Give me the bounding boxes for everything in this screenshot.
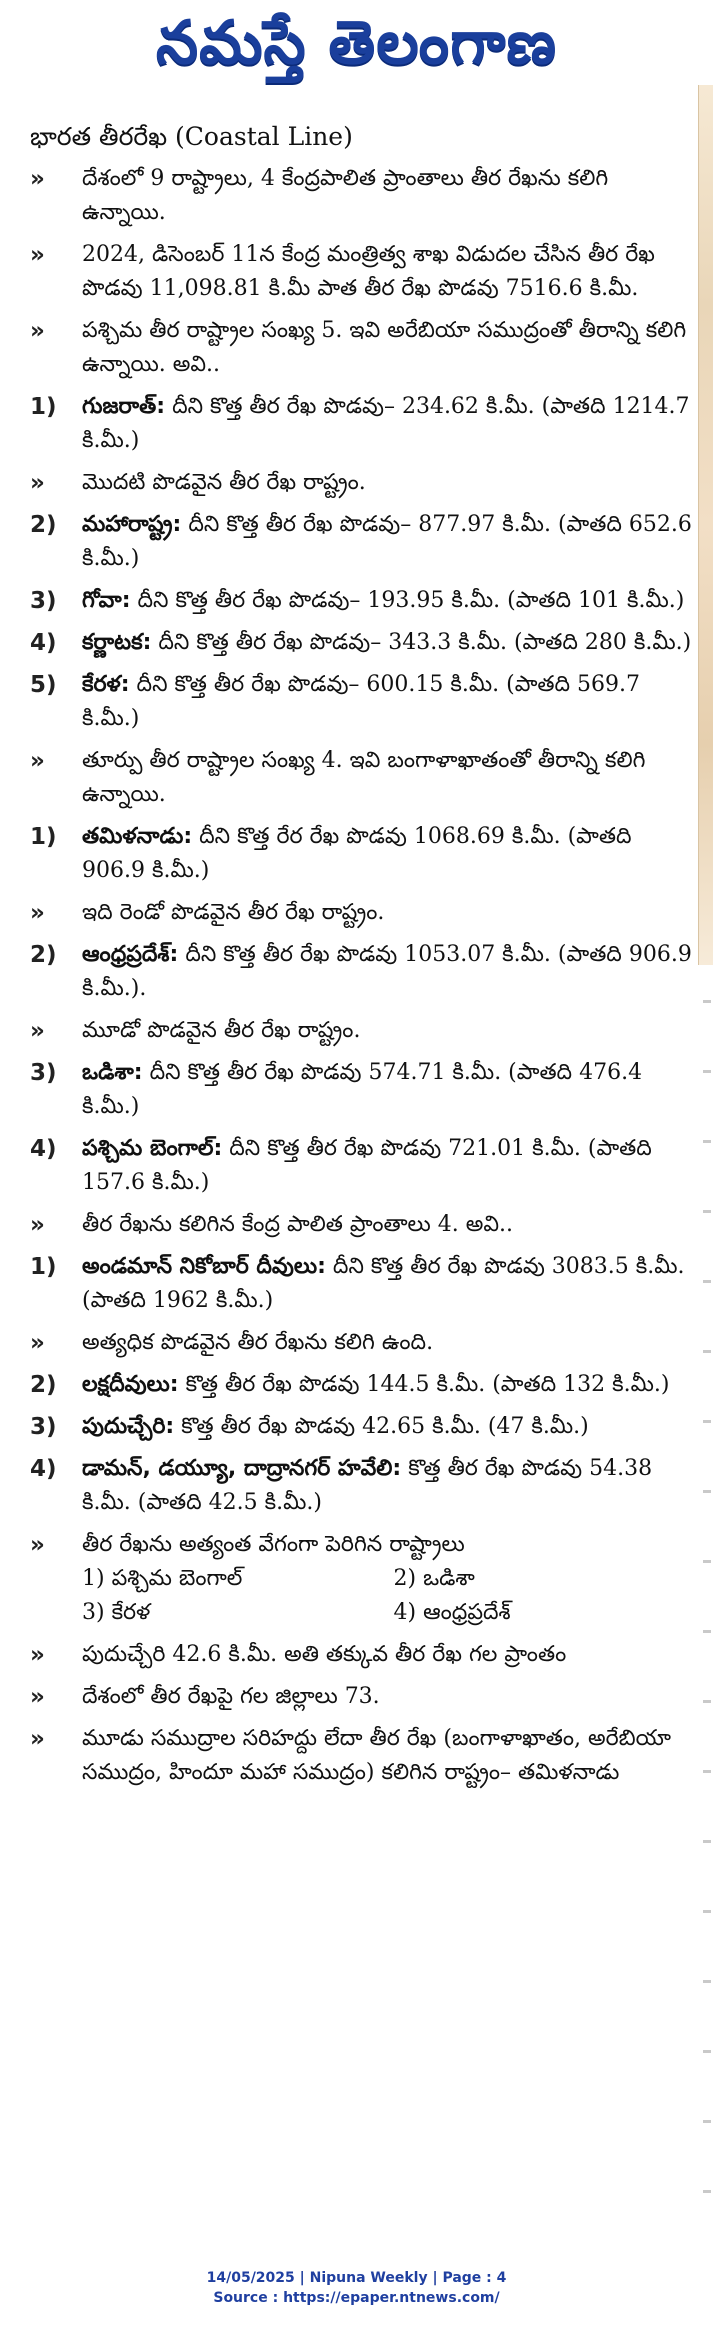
number-marker: 5): [30, 672, 57, 698]
numbered-item: [30, 1452, 695, 1520]
numbered-item: [30, 668, 695, 736]
number-marker: 3): [30, 1414, 57, 1440]
item-heading: పశ్చిమ బెంగాల్:: [82, 1136, 223, 1161]
bullet-marker: »: [30, 1330, 45, 1356]
item-heading: ఒడిశా:: [82, 1060, 143, 1085]
item-content: [82, 1680, 695, 1714]
item-content: [82, 1014, 695, 1048]
number-marker: 4): [30, 1456, 57, 1482]
item-text: దీని కొత్త తీర రేఖ పొడవు– 234.62 కి.మీ. (పాతది 1214.7 కి.మీ.): [82, 394, 690, 453]
item-text: దీని కొత్త తీర రేఖ పొడవు 721.01 కి.మీ. (పాతది 157.6 కి.మీ.): [82, 1136, 652, 1195]
bullet-marker: »: [30, 1532, 45, 1558]
number-marker: 1): [30, 394, 57, 420]
item-text: దీని కొత్త తీర రేఖ పొడవు– 600.15 కి.మీ. (పాతది 569.7 కి.మీ.): [82, 672, 641, 731]
item-content: [82, 744, 695, 812]
item-content: [82, 896, 695, 930]
masthead: [0, 0, 713, 100]
bullet-item: [30, 314, 695, 382]
numbered-item: [30, 938, 695, 1006]
item-content: [82, 668, 695, 736]
bullet-marker: »: [30, 1684, 45, 1710]
item-content: [82, 1250, 695, 1318]
item-text: దీని కొత్త తీర రేఖ పొడవు 3083.5 కి.మీ. (పాతది 1962 కి.మీ.): [82, 1254, 685, 1313]
numbered-item: [30, 1132, 695, 1200]
article: [30, 122, 695, 1798]
adjacent-column-marks: [703, 1000, 711, 2200]
item-content: [82, 1452, 695, 1520]
fast-growing-entry: 4) ఆంధ్రప్రదేశ్: [393, 1600, 511, 1625]
item-heading: గోవా:: [82, 588, 131, 613]
numbered-item: [30, 1410, 695, 1444]
item-content: [82, 162, 695, 230]
item-heading: మహారాష్ట్ర:: [82, 512, 182, 537]
item-text: మూడో పొడవైన తీర రేఖ రాష్ట్రం.: [82, 1018, 361, 1043]
item-text: దేశంలో తీర రేఖపై గల జిల్లాలు 73.: [82, 1684, 380, 1709]
fast-growing-entry: 2) ఒడిశా: [393, 1566, 475, 1591]
item-content: [82, 1410, 695, 1444]
numbered-item: [30, 584, 695, 618]
item-text: మొదటి పొడవైన తీర రేఖ రాష్ట్రం.: [82, 470, 366, 495]
item-heading: కేరళ:: [82, 672, 130, 697]
item-text: పశ్చిమ తీర రాష్ట్రాల సంఖ్య 5. ఇవి అరేబియా సముద్రంతో తీరాన్ని కలిగి ఉన్నాయి. అవి..: [82, 318, 687, 377]
item-content: [82, 1056, 695, 1124]
numbered-item: [30, 626, 695, 660]
bullet-marker: »: [30, 748, 45, 774]
bullet-item: [30, 162, 695, 230]
item-text: దీని కొత్త తీర రేఖ పొడవు– 193.95 కి.మీ. (పాతది 101 కి.మీ.): [137, 588, 685, 613]
number-marker: 2): [30, 942, 57, 968]
fast-growing-list: [82, 1562, 695, 1630]
bullet-marker: »: [30, 1642, 45, 1668]
bullet-item: [30, 744, 695, 812]
adjacent-column-edge: [698, 85, 713, 965]
item-content: [82, 1208, 695, 1242]
item-text: దీని కొత్త తీర రేఖ పొడవు 574.71 కి.మీ. (పాతది 476.4 కి.మీ.): [82, 1060, 643, 1119]
bullet-marker: »: [30, 242, 45, 268]
item-content: [82, 314, 695, 382]
page-footer: [0, 2268, 713, 2308]
newspaper-logo: నమస్తే తెలంగాణ: [155, 8, 558, 78]
fast-growing-block: [30, 1528, 695, 1630]
item-content: [82, 1638, 695, 1672]
article-items: [30, 162, 695, 1520]
bullet-marker: »: [30, 318, 45, 344]
item-text: దీని కొత్త తీర రేఖ పొడవు 1053.07 కి.మీ. (పాతది 906.9 కి.మీ.).: [82, 942, 692, 1001]
fast-growing-title: తీర రేఖను అత్యంత వేగంగా పెరిగిన రాష్ట్రాలు: [82, 1532, 465, 1557]
number-marker: 2): [30, 512, 57, 538]
item-heading: తమిళనాడు:: [82, 824, 193, 849]
numbered-item: [30, 820, 695, 888]
bullet-item: [30, 1208, 695, 1242]
item-text: కొత్త తీర రేఖ పొడవు 54.38 కి.మీ. (పాతది 42.5 కి.మీ.): [82, 1456, 653, 1515]
item-content: [82, 1368, 695, 1402]
item-text: దేశంలో 9 రాష్ట్రాలు, 4 కేంద్రపాలిత ప్రాంతాలు తీర రేఖను కలిగి ఉన్నాయి.: [82, 166, 609, 225]
bullet-marker: »: [30, 1018, 45, 1044]
article-tail-items: [30, 1638, 695, 1790]
item-content: [82, 390, 695, 458]
numbered-item: [30, 1368, 695, 1402]
fast-growing-entry: 3) కేరళ: [82, 1600, 151, 1625]
item-content: [82, 584, 695, 618]
item-content: [82, 508, 695, 576]
bullet-marker: »: [30, 470, 45, 496]
item-heading: లక్షదీవులు:: [82, 1372, 179, 1397]
bullet-item: [30, 896, 695, 930]
bullet-marker: »: [30, 900, 45, 926]
bullet-marker: »: [30, 1726, 45, 1752]
numbered-item: [30, 1056, 695, 1124]
item-heading: అండమాన్ నికోబార్ దీవులు:: [82, 1254, 326, 1279]
item-text: తూర్పు తీర రాష్ట్రాల సంఖ్య 4. ఇవి బంగాళాఖాతంతో తీరాన్ని కలిగి ఉన్నాయి.: [82, 748, 646, 807]
bullet-item: [30, 1722, 695, 1790]
item-text: 2024, డిసెంబర్ 11న కేంద్ర మంత్రిత్వ శాఖ విడుదల చేసిన తీర రేఖ పొడవు 11,098.81 కి.మీ పాత తీర రేఖ పొడవు 7516.6 కి.మీ.: [82, 242, 655, 301]
number-marker: 3): [30, 1060, 57, 1086]
number-marker: 3): [30, 588, 57, 614]
fast-growing-entry: 1) పశ్చిమ బెంగాల్: [82, 1566, 243, 1591]
bullet-marker: »: [30, 1212, 45, 1238]
item-text: కొత్త తీర రేఖ పొడవు 144.5 కి.మీ. (పాతది 132 కి.మీ.): [185, 1372, 670, 1397]
bullet-item: [30, 1326, 695, 1360]
item-content: [82, 1326, 695, 1360]
footer-source-line: Source : https://epaper.ntnews.com/: [213, 2290, 500, 2306]
item-content: [82, 938, 695, 1006]
item-heading: డామన్, డయ్యూ, దాద్రానగర్ హవేలి:: [82, 1456, 402, 1481]
item-heading: కర్ణాటక:: [82, 630, 152, 655]
numbered-item: [30, 1250, 695, 1318]
item-heading: గుజరాత్:: [82, 394, 166, 419]
item-text: దీని కొత్త తీర రేఖ పొడవు– 343.3 కి.మీ. (పాతది 280 కి.మీ.): [158, 630, 692, 655]
item-text: పుదుచ్చేరి 42.6 కి.మీ. అతి తక్కువ తీర రేఖ గల ప్రాంతం: [82, 1642, 567, 1667]
article-title: భారత తీరరేఖ (Coastal Line): [30, 122, 353, 151]
item-content: [82, 626, 695, 660]
numbered-item: [30, 508, 695, 576]
item-text: అత్యధిక పొడవైన తీర రేఖను కలిగి ఉంది.: [82, 1330, 434, 1355]
item-text: కొత్త తీర రేఖ పొడవు 42.65 కి.మీ. (47 కి.మీ.): [181, 1414, 589, 1439]
number-marker: 1): [30, 824, 57, 850]
item-text: మూడు సముద్రాల సరిహద్దు లేదా తీర రేఖ (బంగాళాఖాతం, అరేబియా సముద్రం, హిందూ మహా సముద్రం) కలిగిన రాష్ట్రం– తమిళనాడు: [82, 1726, 671, 1785]
fast-growing-content: [82, 1528, 695, 1630]
numbered-item: [30, 390, 695, 458]
item-text: దీని కొత్త రేర రేఖ పొడవు 1068.69 కి.మీ. (పాతది 906.9 కి.మీ.): [82, 824, 632, 883]
item-content: [82, 238, 695, 306]
footer-date-line: 14/05/2025 | Nipuna Weekly | Page : 4: [206, 2270, 507, 2286]
bullet-item: [30, 238, 695, 306]
item-text: ఇది రెండో పొడవైన తీర రేఖ రాష్ట్రం.: [82, 900, 385, 925]
number-marker: 4): [30, 1136, 57, 1162]
bullet-item: [30, 1638, 695, 1672]
item-text: తీర రేఖను కలిగిన కేంద్ర పాలిత ప్రాంతాలు 4. అవి..: [82, 1212, 513, 1237]
item-text: దీని కొత్త తీర రేఖ పొడవు– 877.97 కి.మీ. (పాతది 652.6 కి.మీ.): [82, 512, 692, 571]
item-content: [82, 1132, 695, 1200]
bullet-item: [30, 1014, 695, 1048]
item-content: [82, 1722, 695, 1790]
bullet-item: [30, 1680, 695, 1714]
item-content: [82, 820, 695, 888]
item-heading: పుదుచ్చేరి:: [82, 1414, 175, 1439]
number-marker: 4): [30, 630, 57, 656]
bullet-marker: »: [30, 166, 45, 192]
bullet-item: [30, 466, 695, 500]
item-content: [82, 466, 695, 500]
number-marker: 2): [30, 1372, 57, 1398]
number-marker: 1): [30, 1254, 57, 1280]
item-heading: ఆంధ్రప్రదేశ్:: [82, 942, 179, 967]
